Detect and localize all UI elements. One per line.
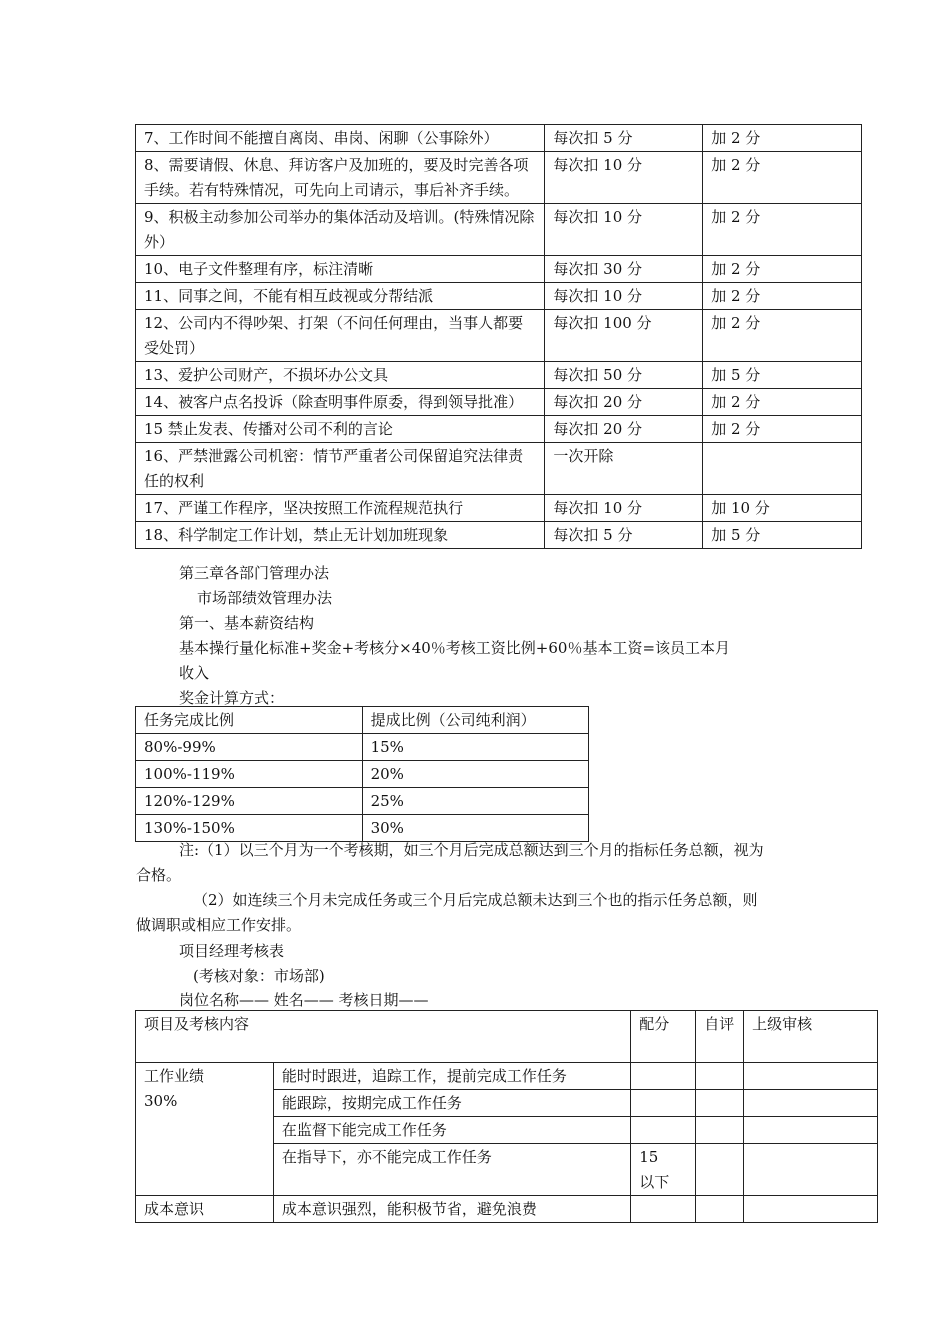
table-row (136, 416, 862, 443)
self-eval-cell[interactable] (696, 1196, 744, 1223)
bonus-calc-label: 奖金计算方式： (179, 689, 285, 707)
penalty-cell: 一次开除 (545, 443, 703, 495)
note-1: 注:（1）以三个月为一个考核期，如三个月后完成总额达到三个月的指标任务总额，视为 (179, 841, 764, 859)
table-row (136, 125, 862, 152)
self-eval-cell[interactable] (696, 1117, 744, 1144)
score-cell (631, 1196, 696, 1223)
table-row (136, 283, 862, 310)
table-row (136, 1063, 878, 1090)
completion-cell: 120%-129% (136, 788, 363, 815)
table-row (136, 389, 862, 416)
chapter-title: 第三章各部门管理办法 (179, 564, 330, 582)
rule-item-cell: 7、工作时间不能擅自离岗、串岗、闲聊（公事除外） (136, 125, 545, 152)
table-row (136, 443, 862, 495)
score-cell: 15 以下 (631, 1144, 696, 1196)
bonus-cell: 加 2 分 (703, 256, 862, 283)
rule-item-cell: 18、科学制定工作计划，禁止无计划加班现象 (136, 522, 545, 549)
table-row (136, 788, 589, 815)
salary-formula-cont: 收入 (179, 664, 210, 682)
table-row (136, 152, 862, 204)
rule-item-cell: 15 禁止发表、传播对公司不利的言论 (136, 416, 545, 443)
penalty-cell: 每次扣 10 分 (545, 152, 703, 204)
score-cell (631, 1090, 696, 1117)
penalty-cell: 每次扣 10 分 (545, 495, 703, 522)
completion-cell: 130%-150% (136, 815, 363, 842)
note-1-cont: 合格。 (136, 866, 182, 884)
table-header-row (136, 707, 589, 734)
header-self-eval: 自评 (696, 1011, 744, 1063)
note-2-cont: 做调职或相应工作安排。 (136, 916, 302, 934)
commission-cell: 20% (362, 761, 588, 788)
header-completion-ratio: 任务完成比例 (136, 707, 363, 734)
criteria-cell: 能跟踪，按期完成工作任务 (273, 1090, 630, 1117)
rule-item-cell: 16、严禁泄露公司机密：情节严重者公司保留追究法律责任的权利 (136, 443, 545, 495)
self-eval-cell[interactable] (696, 1144, 744, 1196)
group-name: 工作业绩 (144, 1067, 205, 1085)
bonus-cell: 加 2 分 (703, 204, 862, 256)
section-title: 市场部绩效管理办法 (197, 589, 333, 607)
rule-item-cell: 17、严谨工作程序，坚决按照工作流程规范执行 (136, 495, 545, 522)
commission-cell: 15% (362, 734, 588, 761)
bonus-cell: 加 10 分 (703, 495, 862, 522)
eval-form-title: 项目经理考核表 (179, 942, 285, 960)
self-eval-cell[interactable] (696, 1090, 744, 1117)
commission-cell: 25% (362, 788, 588, 815)
table-row (136, 310, 862, 362)
rule-item-cell: 9、积极主动参加公司举办的集体活动及培训。(特殊情况除外） (136, 204, 545, 256)
commission-cell: 30% (362, 815, 588, 842)
header-superior-review: 上级审核 (744, 1011, 878, 1063)
rule-item-cell: 8、需要请假、休息、拜访客户及加班的，要及时完善各项手续。若有特殊情况，可先向上司请示，事后补齐手续。 (136, 152, 545, 204)
header-score: 配分 (631, 1011, 696, 1063)
group-cost-awareness: 成本意识 (136, 1196, 274, 1223)
bonus-cell: 加 2 分 (703, 389, 862, 416)
superior-review-cell[interactable] (744, 1090, 878, 1117)
rule-item-cell: 12、公司内不得吵架、打架（不问任何理由，当事人都要受处罚） (136, 310, 545, 362)
bonus-cell: 加 2 分 (703, 283, 862, 310)
evaluation-table (135, 1010, 878, 1223)
table-header-row (136, 1011, 878, 1063)
group-performance (136, 1063, 274, 1196)
table-row (136, 1196, 878, 1223)
criteria-cell: 成本意识强烈，能积极节省，避免浪费 (273, 1196, 630, 1223)
table-row (136, 256, 862, 283)
eval-target: (考核对象：市场部) (193, 967, 325, 985)
penalty-cell: 每次扣 50 分 (545, 362, 703, 389)
penalty-cell: 每次扣 30 分 (545, 256, 703, 283)
rules-table (135, 124, 862, 549)
criteria-cell: 能时时跟进，追踪工作，提前完成工作任务 (273, 1063, 630, 1090)
eval-fields: 岗位名称—— 姓名—— 考核日期—— (179, 991, 429, 1009)
table-row (136, 362, 862, 389)
bonus-cell: 加 2 分 (703, 152, 862, 204)
self-eval-cell[interactable] (696, 1063, 744, 1090)
table-row (136, 761, 589, 788)
penalty-cell: 每次扣 20 分 (545, 389, 703, 416)
completion-cell: 80%-99% (136, 734, 363, 761)
bonus-cell (703, 443, 862, 495)
superior-review-cell[interactable] (744, 1063, 878, 1090)
bonus-cell: 加 2 分 (703, 125, 862, 152)
table-row (136, 204, 862, 256)
score-cell (631, 1117, 696, 1144)
score-cell (631, 1063, 696, 1090)
rule-item-cell: 14、被客户点名投诉（除查明事件原委，得到领导批准） (136, 389, 545, 416)
penalty-cell: 每次扣 10 分 (545, 204, 703, 256)
criteria-cell: 在指导下，亦不能完成工作任务 (273, 1144, 630, 1196)
bonus-cell: 加 2 分 (703, 416, 862, 443)
criteria-cell: 在监督下能完成工作任务 (273, 1117, 630, 1144)
superior-review-cell[interactable] (744, 1196, 878, 1223)
note-2: （2）如连续三个月未完成任务或三个月后完成总额未达到三个也的指示任务总额，则 (193, 891, 758, 909)
header-item: 项目及考核内容 (136, 1011, 631, 1063)
table-row (136, 734, 589, 761)
penalty-cell: 每次扣 100 分 (545, 310, 703, 362)
rule-item-cell: 10、电子文件整理有序，标注清晰 (136, 256, 545, 283)
header-commission-ratio: 提成比例（公司纯利润） (362, 707, 588, 734)
superior-review-cell[interactable] (744, 1117, 878, 1144)
bonus-cell: 加 5 分 (703, 362, 862, 389)
penalty-cell: 每次扣 20 分 (545, 416, 703, 443)
rule-item-cell: 11、同事之间，不能有相互歧视或分帮结派 (136, 283, 545, 310)
completion-cell: 100%-119% (136, 761, 363, 788)
bonus-cell: 加 5 分 (703, 522, 862, 549)
bonus-cell: 加 2 分 (703, 310, 862, 362)
penalty-cell: 每次扣 5 分 (545, 522, 703, 549)
subsection-title: 第一、基本薪资结构 (179, 614, 315, 632)
penalty-cell: 每次扣 5 分 (545, 125, 703, 152)
table-row (136, 495, 862, 522)
superior-review-cell[interactable] (744, 1144, 878, 1196)
penalty-cell: 每次扣 10 分 (545, 283, 703, 310)
rule-item-cell: 13、爱护公司财产，不损坏办公文具 (136, 362, 545, 389)
bonus-table (135, 706, 589, 842)
salary-formula: 基本操行量化标准+奖金+考核分×40％考核工资比例+60％基本工资=该员工本月 (179, 639, 731, 657)
group-weight: 30% (144, 1092, 178, 1110)
table-row (136, 522, 862, 549)
